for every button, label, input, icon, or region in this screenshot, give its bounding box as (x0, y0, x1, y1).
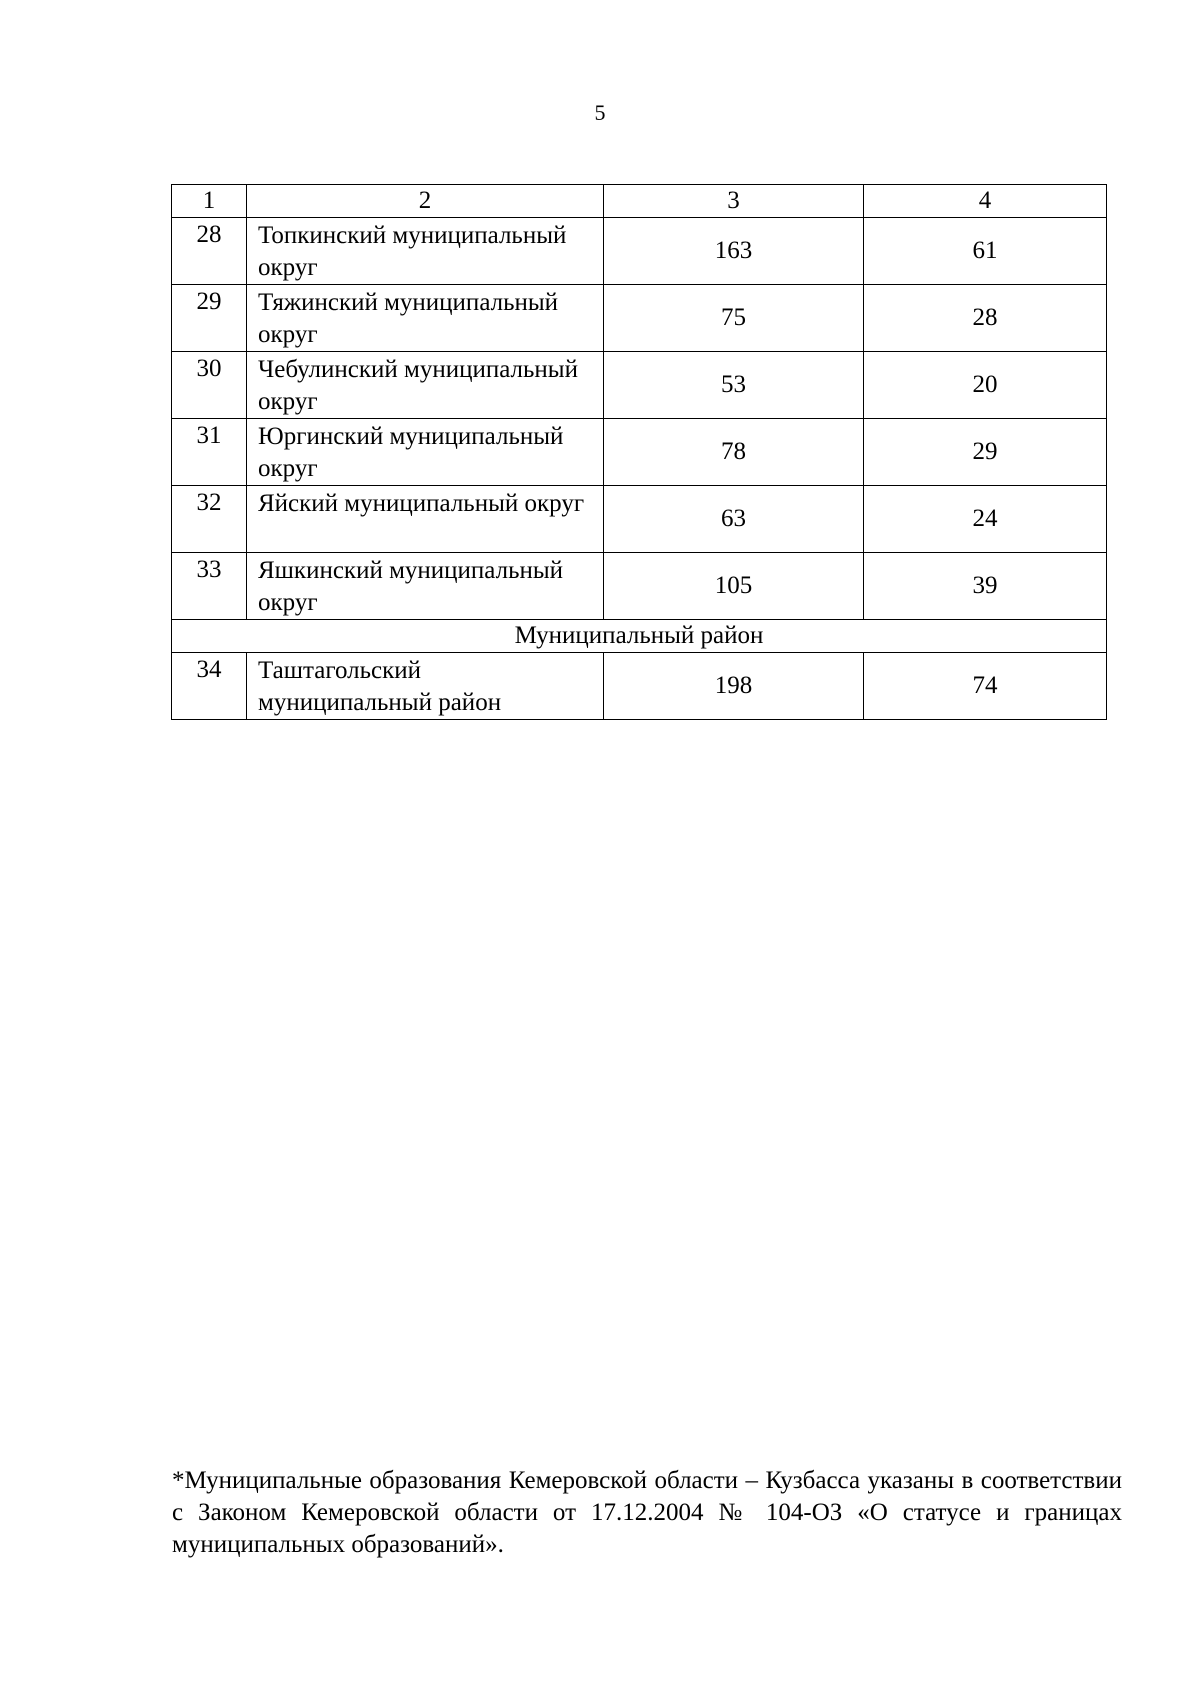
column-4-value: 20 (864, 352, 1107, 419)
column-4-value: 28 (864, 285, 1107, 352)
municipality-name: Топкинский муниципальный округ (247, 218, 604, 285)
column-3-value: 163 (604, 218, 864, 285)
table-row (172, 352, 1107, 419)
column-header: 4 (864, 185, 1107, 218)
row-number: 29 (172, 285, 247, 352)
table-row (172, 486, 1107, 553)
row-number: 28 (172, 218, 247, 285)
municipality-name: Яшкинский муниципальный округ (247, 553, 604, 620)
row-number: 32 (172, 486, 247, 553)
row-number: 31 (172, 419, 247, 486)
column-3-value: 53 (604, 352, 864, 419)
table-row (172, 553, 1107, 620)
table-header-row (172, 185, 1107, 218)
column-3-value: 105 (604, 553, 864, 620)
column-3-value: 78 (604, 419, 864, 486)
column-4-value: 24 (864, 486, 1107, 553)
municipality-name: Юргинский муниципальный округ (247, 419, 604, 486)
municipality-name: Чебулинский муниципальный округ (247, 352, 604, 419)
row-number: 30 (172, 352, 247, 419)
section-header-row (172, 620, 1107, 653)
table-row (172, 285, 1107, 352)
municipality-name: Яйский муниципальный округ (247, 486, 604, 553)
footnote: *Муниципальные образования Кемеровской области – Кузбасса указаны в соответствии с Законом Кемеровской области от 17.12.2004 № 104-ОЗ «О статусе и границах муниципальных образований». (172, 1467, 1122, 1558)
section-title: Муниципальный район (172, 620, 1107, 653)
row-number: 34 (172, 653, 247, 720)
column-header: 1 (172, 185, 247, 218)
column-4-value: 74 (864, 653, 1107, 720)
column-3-value: 63 (604, 486, 864, 553)
column-4-value: 39 (864, 553, 1107, 620)
municipal-table (171, 184, 1107, 720)
column-header: 2 (247, 185, 604, 218)
column-3-value: 75 (604, 285, 864, 352)
table-row (172, 218, 1107, 285)
table-row (172, 419, 1107, 486)
column-4-value: 61 (864, 218, 1107, 285)
municipality-name: Таштагольский муниципальный район (247, 653, 604, 720)
municipality-name: Тяжинский муниципальный округ (247, 285, 604, 352)
row-number: 33 (172, 553, 247, 620)
column-3-value: 198 (604, 653, 864, 720)
column-header: 3 (604, 185, 864, 218)
table-row (172, 653, 1107, 720)
page-number: 5 (594, 100, 606, 125)
column-4-value: 29 (864, 419, 1107, 486)
